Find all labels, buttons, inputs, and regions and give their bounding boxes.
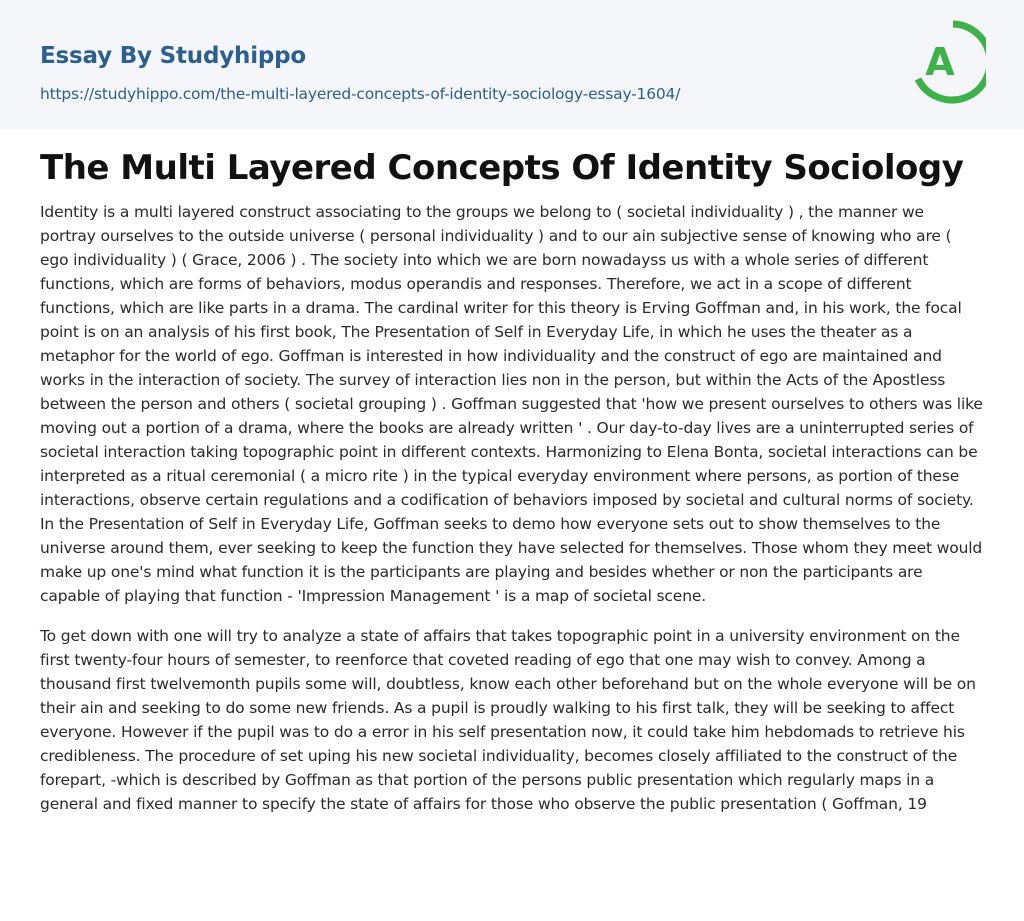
brand-name[interactable]: Essay By Studyhippo <box>40 43 307 69</box>
studyhippo-logo-icon[interactable] <box>913 19 986 105</box>
site-header <box>0 0 1024 129</box>
article-title: The Multi Layered Concepts Of Identity Sociology <box>40 148 964 188</box>
source-url-link[interactable]: https://studyhippo.com/the-multi-layered-concepts-of-identity-sociology-essay-1604/ <box>40 85 681 103</box>
logo-letter: A <box>925 40 955 84</box>
article-body <box>0 129 1024 816</box>
article-paragraph-2: To get down with one will try to analyze a state of affairs that takes topographic point in a university environment on the first twenty-four hours of semester, to reenforce that coveted reading of ego that one may wish to convey. Among a thousand first twelvemonth pupils some will, doubtless, know each other beforehand but on the whole everyone will be on their ain and seeking to do some new friends. As a pupil is proudly walking to his first talk, they will be seeking to affect everyone. However if the pupil was to do a error in his self presentation now, it could take him hebdomads to retrieve his credibleness. The procedure of set uping his new societal individuality, becomes closely affiliated to the construct of the forepart, -which is described by Goffman as that portion of the persons public presentation which regularly maps in a general and fixed manner to specify the state of affairs for those who observe the public presentation ( Goffman, 19 <box>40 627 976 813</box>
article-paragraph-1: Identity is a multi layered construct associating to the groups we belong to ( societal individuality ) , the manner we portray ourselves to the outside universe ( personal individuality ) and to our ain subjective sense of knowing who are ( ego individuality ) ( Grace, 2006 ) . The society into which we are born nowadayss us with a whole series of different functions, which are forms of behaviors, modus operandis and responses. Therefore, we act in a scope of different functions, which are like parts in a drama. The cardinal writer for this theory is Erving Goffman and, in his work, the focal point is on an analysis of his first book, The Presentation of Self in Everyday Life, in which he uses the theater as a metaphor for the world of ego. Goffman is interested in how individuality and the construct of ego are maintained and works in the interaction of society. The survey of interaction lies non in the person, but within the Acts of the Apostless between the person and others ( societal grouping ) . Goffman suggested that 'how we present ourselves to others was like moving out a portion of a drama, where the books are already written ' . Our day-to-day lives are a uninterrupted series of societal interaction taking topographic point in different contexts. Harmonizing to Elena Bonta, societal interactions can be interpreted as a ritual ceremonial ( a micro rite ) in the typical everyday environment where persons, as portion of these interactions, observe certain regulations and a codification of behaviors imposed by societal and cultural norms of society. In the Presentation of Self in Everyday Life, Goffman seeks to demo how everyone sets out to show themselves to the universe around them, ever seeking to keep the function they have selected for themselves. Those whom they meet would make up one's mind what function it is the participants are playing and besides whether or non the participants are capable of playing that function - 'Impression Management ' is a map of societal scene. <box>40 203 983 605</box>
